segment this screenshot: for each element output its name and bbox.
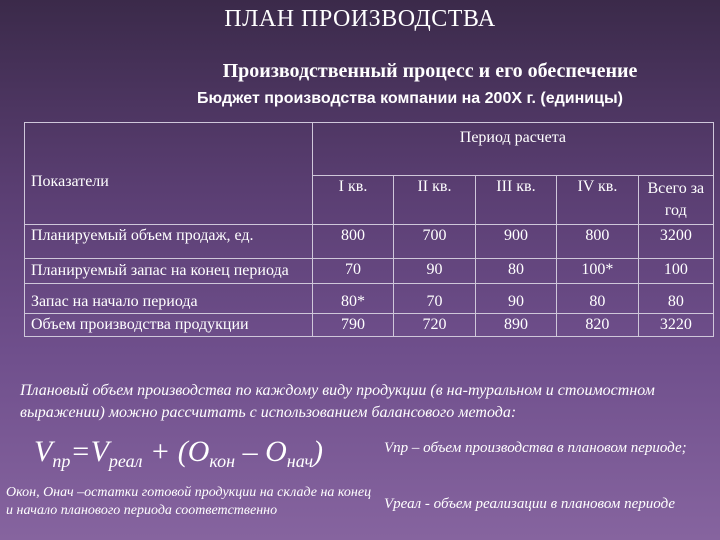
balance-formula xyxy=(34,435,323,472)
row-label: Объем производства продукции xyxy=(25,314,313,337)
formula-sub-nach: нач xyxy=(286,451,314,471)
cell: 790 xyxy=(312,314,393,337)
table-row xyxy=(25,259,714,284)
formula-v: V xyxy=(34,435,53,468)
cell: 80* xyxy=(312,284,393,314)
table-header-row xyxy=(25,123,714,176)
cell: 100* xyxy=(557,259,638,284)
cell: 70 xyxy=(312,259,393,284)
cell: 3200 xyxy=(638,225,713,259)
cell: 90 xyxy=(475,284,556,314)
cell: 900 xyxy=(475,225,556,259)
cell: 80 xyxy=(557,284,638,314)
row-label: Запас на начало периода xyxy=(25,284,313,314)
year-total-header: Всего за год xyxy=(638,176,713,225)
table-row xyxy=(25,314,714,337)
cell: 70 xyxy=(394,284,475,314)
page-subtitle: Производственный процесс и его обеспечение xyxy=(222,60,638,82)
formula-sub-kon: кон xyxy=(209,451,236,471)
quarter-1-header: I кв. xyxy=(312,176,393,225)
cell: 80 xyxy=(638,284,713,314)
cell: 700 xyxy=(394,225,475,259)
budget-table xyxy=(24,122,714,337)
cell: 720 xyxy=(394,314,475,337)
cell: 800 xyxy=(312,225,393,259)
vpr-description: Vпр – объем производства в плановом периоде; xyxy=(384,440,687,456)
cell: 100 xyxy=(638,259,713,284)
cell: 80 xyxy=(475,259,556,284)
table-row xyxy=(25,284,714,314)
table-row xyxy=(25,225,714,259)
indicators-header: Показатели xyxy=(25,123,313,225)
formula-eq: =V xyxy=(70,435,109,468)
formula-close: ) xyxy=(313,435,324,468)
cell: 3220 xyxy=(638,314,713,337)
formula-sub-pr: пр xyxy=(52,451,71,471)
row-label: Планируемый запас на конец периода xyxy=(25,259,313,284)
period-header: Период расчета xyxy=(312,123,713,176)
cell: 800 xyxy=(557,225,638,259)
row-label: Планируемый объем продаж, ед. xyxy=(25,225,313,259)
method-note: Плановый объем производства по каждому виду продукции (в на-туральном и стоимостном выражении) можно рассчитать с использованием балансового метода: xyxy=(20,382,655,421)
formula-plus: + (O xyxy=(142,435,210,468)
stock-description: Окон, Онач –остатки готовой продукции на складе на конец и начало планового периода соответственно xyxy=(6,485,372,518)
cell: 890 xyxy=(475,314,556,337)
cell: 820 xyxy=(557,314,638,337)
quarter-2-header: II кв. xyxy=(394,176,475,225)
cell: 90 xyxy=(394,259,475,284)
formula-sub-real: реал xyxy=(108,451,143,471)
quarter-4-header: IV кв. xyxy=(557,176,638,225)
table-caption: Бюджет производства компании на 200Х г. (единицы) xyxy=(197,90,623,107)
page-title: ПЛАН ПРОИЗВОДСТВА xyxy=(224,6,496,32)
vreal-description: Vреал - объем реализации в плановом периоде xyxy=(384,496,676,512)
quarter-3-header: III кв. xyxy=(475,176,556,225)
formula-minus: – O xyxy=(235,435,287,468)
